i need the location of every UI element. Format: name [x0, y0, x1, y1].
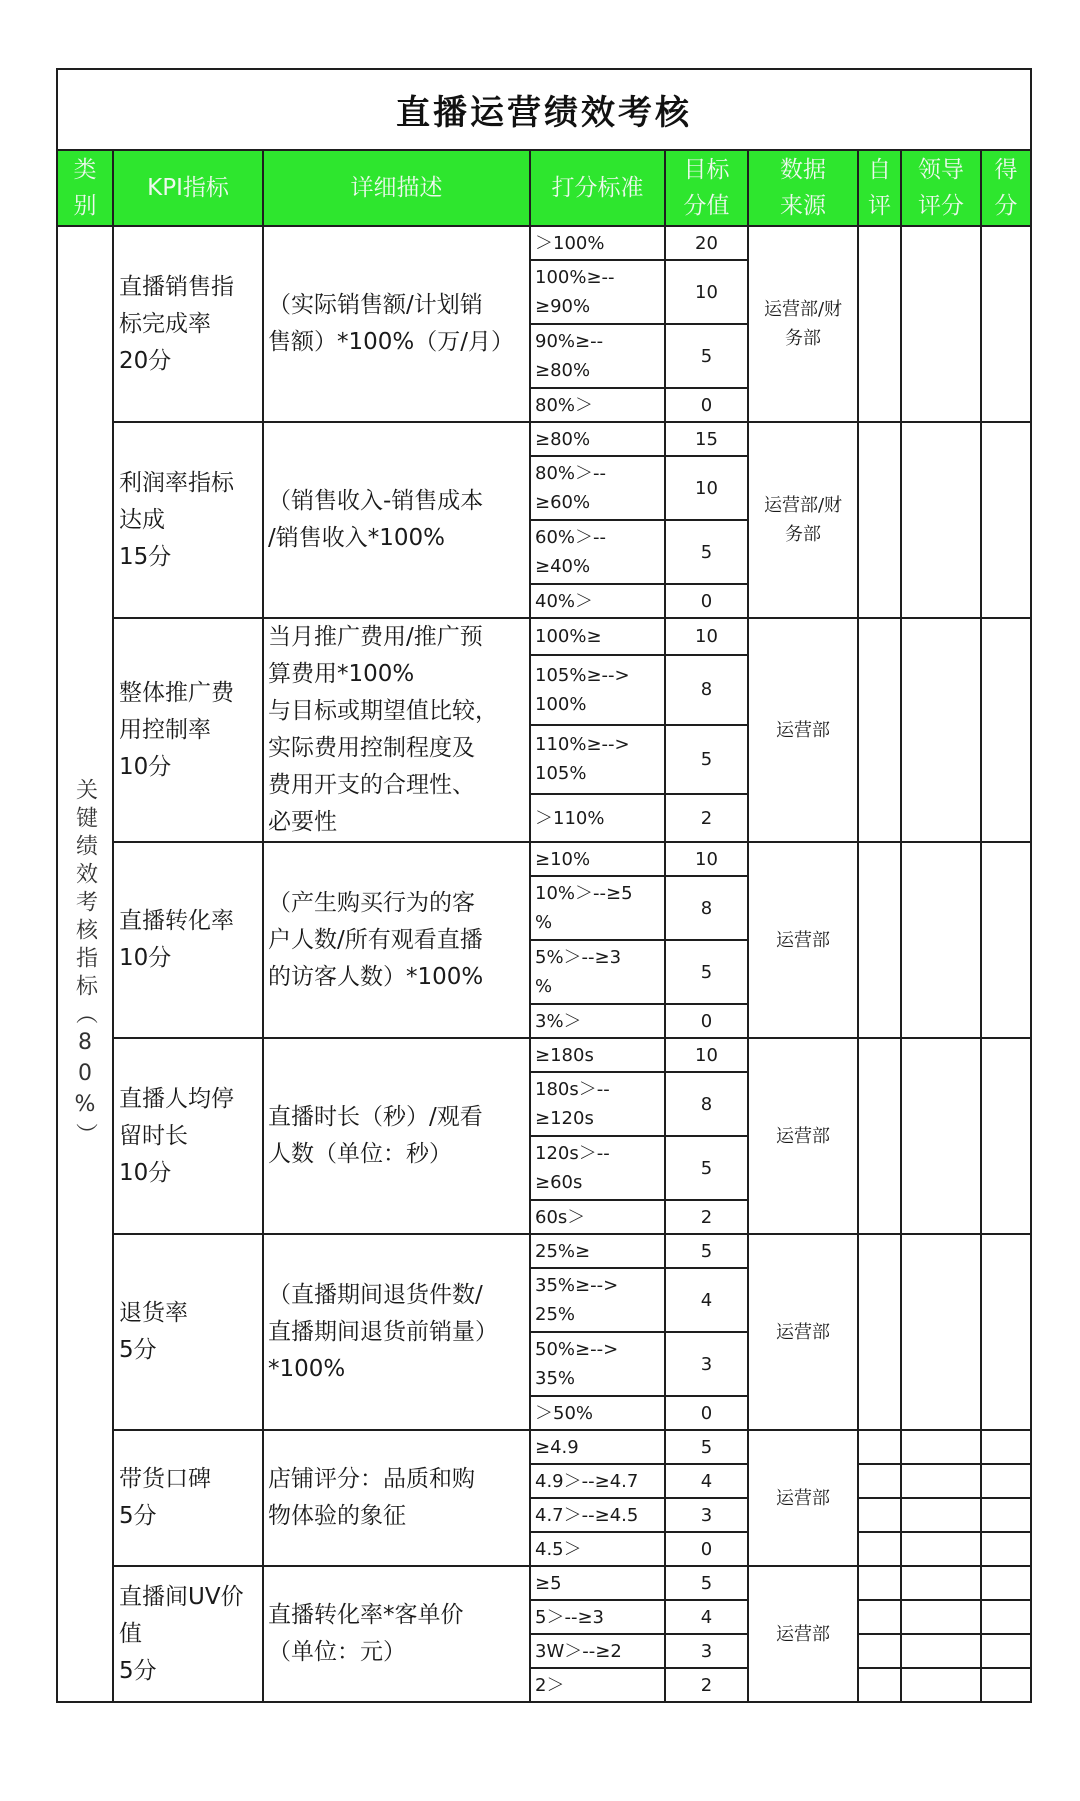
category-label: 关键绩效考核指标（80%） [72, 777, 98, 1151]
data-source-text: 运营部/财 务部 [763, 495, 843, 545]
leader-score-cell[interactable] [901, 842, 981, 1038]
leader-score-cell[interactable] [901, 1566, 981, 1600]
header-score: 得分 [981, 150, 1031, 226]
target-score: 8 [665, 655, 748, 725]
self-score-cell[interactable] [858, 1430, 901, 1464]
scoring-standard [530, 876, 665, 940]
leader-score-cell[interactable] [901, 1600, 981, 1634]
header-target: 目标分值 [665, 150, 748, 226]
final-score-cell[interactable] [981, 618, 1031, 842]
description-text: （实际销售额/计划销 售额）*100%（万/月） [268, 292, 515, 355]
kpi-cell [113, 1430, 263, 1566]
scoring-standard [530, 1136, 665, 1200]
final-score-cell[interactable] [981, 1038, 1031, 1234]
target-score: 3 [665, 1634, 748, 1668]
data-source-cell [748, 618, 858, 842]
scoring-standard [530, 1668, 665, 1702]
self-score-cell[interactable] [858, 842, 901, 1038]
table-row [57, 842, 1031, 876]
scoring-standard [530, 324, 665, 388]
scoring-standard [530, 1268, 665, 1332]
scoring-standard [530, 1498, 665, 1532]
scoring-standard-text: ≥5 [535, 1572, 562, 1594]
self-score-cell[interactable] [858, 1566, 901, 1600]
kpi-name: 整体推广费 用控制率 10分 [119, 679, 234, 780]
scoring-standard-text: 110%≥--> 105% [535, 734, 630, 785]
scoring-standard [530, 655, 665, 725]
self-score-cell[interactable] [858, 1464, 901, 1498]
kpi-cell [113, 1038, 263, 1234]
leader-score-cell[interactable] [901, 1498, 981, 1532]
data-source-text: 运营部/财 务部 [763, 299, 843, 349]
data-source-cell [748, 842, 858, 1038]
scoring-standard-text: 4.7＞--≥4.5 [535, 1504, 639, 1526]
kpi-name: 退货率 5分 [119, 1300, 188, 1363]
description-text: （销售收入-销售成本 /销售收入*100% [268, 488, 484, 551]
self-score-cell[interactable] [858, 1634, 901, 1668]
description-text: 店铺评分：品质和购 物体验的象征 [268, 1466, 475, 1529]
header-description: 详细描述 [263, 150, 530, 226]
target-score: 3 [665, 1498, 748, 1532]
target-score: 15 [665, 422, 748, 456]
target-score: 10 [665, 618, 748, 655]
target-score: 0 [665, 584, 748, 618]
data-source-text: 运营部 [776, 929, 830, 951]
scoring-standard-text: 90%≥-- ≥80% [535, 331, 604, 381]
kpi-table [56, 68, 1032, 1703]
target-score: 10 [665, 842, 748, 876]
target-score: 5 [665, 1566, 748, 1600]
scoring-standard [530, 1234, 665, 1268]
scoring-standard [530, 1532, 665, 1566]
kpi-assessment-sheet [56, 68, 1030, 1703]
scoring-standard-text: 105%≥--> 100% [535, 664, 630, 715]
table-row [57, 1430, 1031, 1464]
target-score: 8 [665, 876, 748, 940]
scoring-standard [530, 226, 665, 260]
scoring-standard-text: 3%＞ [535, 1010, 582, 1032]
header-self: 自评 [858, 150, 901, 226]
target-score: 5 [665, 1234, 748, 1268]
scoring-standard [530, 584, 665, 618]
self-score-cell[interactable] [858, 1532, 901, 1566]
header-category: 类别 [57, 150, 113, 226]
scoring-standard [530, 1200, 665, 1234]
final-score-cell[interactable] [981, 1600, 1031, 1634]
scoring-standard-text: 4.5＞ [535, 1538, 582, 1560]
data-source-text: 运营部 [776, 1623, 830, 1645]
kpi-cell [113, 226, 263, 422]
table-row [57, 1038, 1031, 1072]
data-source-cell [748, 1566, 858, 1702]
scoring-standard [530, 1430, 665, 1464]
description-text: （产生购买行为的客 户人数/所有观看直播 的访客人数）*100% [268, 889, 484, 990]
scoring-standard-text: 5＞--≥3 [535, 1606, 604, 1628]
description-cell [263, 842, 530, 1038]
target-score: 5 [665, 1136, 748, 1200]
table-body [57, 226, 1031, 1702]
self-score-cell[interactable] [858, 422, 901, 618]
data-source-text: 运营部 [776, 719, 830, 741]
target-score: 0 [665, 1396, 748, 1430]
final-score-cell[interactable] [981, 1234, 1031, 1430]
target-score: 5 [665, 725, 748, 795]
scoring-standard-text: ≥4.9 [535, 1436, 579, 1458]
description-cell [263, 1038, 530, 1234]
scoring-standard [530, 940, 665, 1004]
self-score-cell[interactable] [858, 1600, 901, 1634]
scoring-standard-text: ≥10% [535, 848, 591, 870]
data-source-text: 运营部 [776, 1487, 830, 1509]
target-score: 5 [665, 324, 748, 388]
scoring-standard [530, 520, 665, 584]
scoring-standard-text: 120s＞-- ≥60s [535, 1143, 610, 1193]
kpi-name: 带货口碑 5分 [119, 1466, 211, 1529]
target-score: 4 [665, 1268, 748, 1332]
scoring-standard-text: 60s＞ [535, 1206, 586, 1228]
scoring-standard [530, 1634, 665, 1668]
scoring-standard [530, 618, 665, 655]
final-score-cell[interactable] [981, 1566, 1031, 1600]
leader-score-cell[interactable] [901, 1038, 981, 1234]
leader-score-cell[interactable] [901, 1234, 981, 1430]
scoring-standard-text: 180s＞-- ≥120s [535, 1079, 610, 1129]
header-scoring: 打分标准 [530, 150, 665, 226]
target-score: 10 [665, 1038, 748, 1072]
kpi-cell [113, 422, 263, 618]
kpi-name: 直播销售指 标完成率 20分 [119, 273, 234, 374]
scoring-standard [530, 1038, 665, 1072]
description-cell [263, 1234, 530, 1430]
scoring-standard-text: 5%＞--≥3 % [535, 947, 622, 997]
data-source-text: 运营部 [776, 1125, 830, 1147]
leader-score-cell[interactable] [901, 422, 981, 618]
table-row [57, 226, 1031, 260]
data-source-cell [748, 226, 858, 422]
leader-score-cell[interactable] [901, 1430, 981, 1464]
final-score-cell[interactable] [981, 1498, 1031, 1532]
scoring-standard-text: 35%≥--> 25% [535, 1275, 619, 1325]
target-score: 0 [665, 1532, 748, 1566]
table-row [57, 422, 1031, 456]
scoring-standard [530, 388, 665, 422]
target-score: 20 [665, 226, 748, 260]
scoring-standard-text: 100%≥ [535, 625, 602, 647]
kpi-cell [113, 1566, 263, 1702]
scoring-standard-text: 25%≥ [535, 1240, 591, 1262]
leader-score-cell[interactable] [901, 226, 981, 422]
data-source-cell [748, 1234, 858, 1430]
final-score-cell[interactable] [981, 1464, 1031, 1498]
self-score-cell[interactable] [858, 1498, 901, 1532]
target-score: 3 [665, 1332, 748, 1396]
scoring-standard [530, 1004, 665, 1038]
scoring-standard-text: 4.9＞--≥4.7 [535, 1470, 639, 1492]
data-source-text: 运营部 [776, 1321, 830, 1343]
sheet-title: 直播运营绩效考核 [57, 69, 1031, 150]
scoring-standard-text: 2＞ [535, 1674, 565, 1696]
header-row [57, 150, 1031, 226]
scoring-standard-text: ≥80% [535, 428, 591, 450]
scoring-standard-text: 10%＞--≥5 % [535, 883, 633, 933]
description-text: 直播转化率*客单价 （单位：元） [268, 1602, 464, 1665]
category-cell [57, 226, 113, 1702]
target-score: 5 [665, 1430, 748, 1464]
scoring-standard-text: 80%＞-- ≥60% [535, 463, 606, 513]
description-text: （直播期间退货件数/ 直播期间退货前销量） *100% [268, 1281, 498, 1382]
final-score-cell[interactable] [981, 1532, 1031, 1566]
leader-score-cell[interactable] [901, 1634, 981, 1668]
target-score: 4 [665, 1464, 748, 1498]
header-kpi: KPI指标 [113, 150, 263, 226]
kpi-name: 直播转化率 10分 [119, 908, 234, 971]
target-score: 8 [665, 1072, 748, 1136]
final-score-cell[interactable] [981, 422, 1031, 618]
self-score-cell[interactable] [858, 1668, 901, 1702]
self-score-cell[interactable] [858, 1038, 901, 1234]
scoring-standard-text: 60%＞-- ≥40% [535, 527, 606, 577]
target-score: 2 [665, 794, 748, 842]
data-source-cell [748, 1038, 858, 1234]
data-source-cell [748, 422, 858, 618]
scoring-standard [530, 842, 665, 876]
description-cell [263, 422, 530, 618]
scoring-standard [530, 456, 665, 520]
target-score: 2 [665, 1668, 748, 1702]
target-score: 10 [665, 260, 748, 324]
leader-score-cell[interactable] [901, 618, 981, 842]
scoring-standard [530, 1396, 665, 1430]
final-score-cell[interactable] [981, 226, 1031, 422]
scoring-standard [530, 260, 665, 324]
target-score: 0 [665, 1004, 748, 1038]
scoring-standard [530, 1072, 665, 1136]
scoring-standard [530, 1464, 665, 1498]
scoring-standard [530, 1332, 665, 1396]
scoring-standard-text: 40%＞ [535, 590, 594, 612]
scoring-standard [530, 422, 665, 456]
target-score: 0 [665, 388, 748, 422]
scoring-standard-text: ≥180s [535, 1044, 594, 1066]
scoring-standard-text: ＞110% [535, 807, 605, 829]
scoring-standard [530, 1600, 665, 1634]
description-text: 直播时长（秒）/观看 人数（单位：秒） [268, 1104, 483, 1167]
table-row [57, 618, 1031, 655]
table-row [57, 1566, 1031, 1600]
header-source: 数据来源 [748, 150, 858, 226]
header-leader: 领导评分 [901, 150, 981, 226]
scoring-standard-text: 3W＞--≥2 [535, 1640, 622, 1662]
target-score: 2 [665, 1200, 748, 1234]
description-cell [263, 1430, 530, 1566]
scoring-standard [530, 1566, 665, 1600]
target-score: 5 [665, 520, 748, 584]
self-score-cell[interactable] [858, 226, 901, 422]
self-score-cell[interactable] [858, 1234, 901, 1430]
final-score-cell[interactable] [981, 842, 1031, 1038]
table-row [57, 1234, 1031, 1268]
final-score-cell[interactable] [981, 1668, 1031, 1702]
self-score-cell[interactable] [858, 618, 901, 842]
scoring-standard [530, 794, 665, 842]
kpi-cell [113, 1234, 263, 1430]
scoring-standard [530, 725, 665, 795]
scoring-standard-text: ＞50% [535, 1402, 594, 1424]
scoring-standard-text: 100%≥-- ≥90% [535, 267, 615, 317]
target-score: 10 [665, 456, 748, 520]
scoring-standard-text: 50%≥--> 35% [535, 1339, 619, 1389]
data-source-cell [748, 1430, 858, 1566]
kpi-cell [113, 618, 263, 842]
leader-score-cell[interactable] [901, 1668, 981, 1702]
kpi-name: 直播人均停 留时长 10分 [119, 1085, 234, 1186]
scoring-standard-text: ＞100% [535, 232, 605, 254]
kpi-cell [113, 842, 263, 1038]
final-score-cell[interactable] [981, 1430, 1031, 1464]
description-cell [263, 226, 530, 422]
description-cell [263, 1566, 530, 1702]
leader-score-cell[interactable] [901, 1532, 981, 1566]
target-score: 4 [665, 1600, 748, 1634]
kpi-name: 直播间UV价 值 5分 [119, 1583, 244, 1684]
kpi-name: 利润率指标 达成 15分 [119, 469, 234, 570]
leader-score-cell[interactable] [901, 1464, 981, 1498]
description-text: 当月推广费用/推广预 算费用*100% 与目标或期望值比较， 实际费用控制程度及 费用开支的合理性、 必要性 [268, 624, 498, 835]
target-score: 5 [665, 940, 748, 1004]
scoring-standard-text: 80%＞ [535, 394, 594, 416]
description-cell [263, 618, 530, 842]
final-score-cell[interactable] [981, 1634, 1031, 1668]
